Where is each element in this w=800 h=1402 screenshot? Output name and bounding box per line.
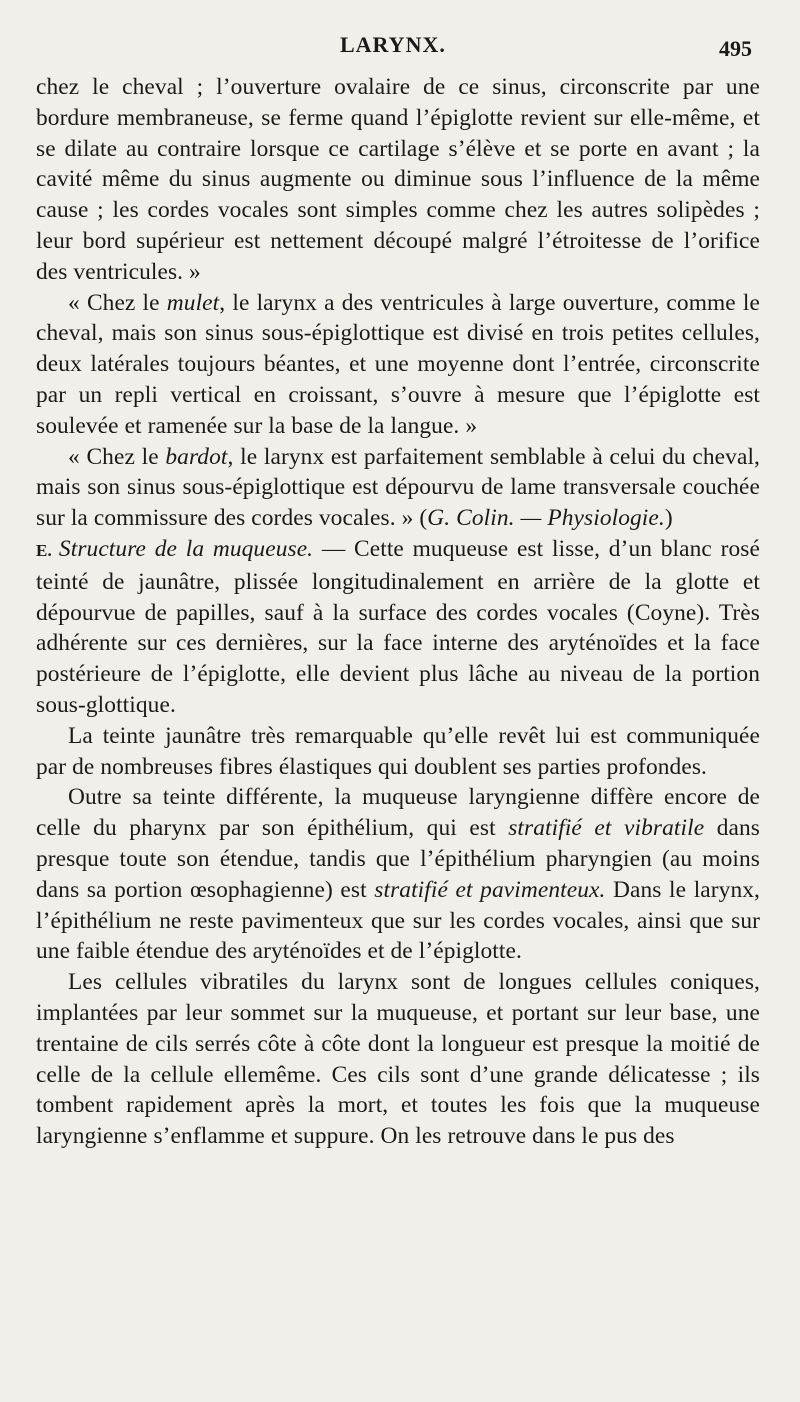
text-run: La teinte jaunâtre très remarquable qu’elle revêt lui est communiquée par de nombreuses fibres élastiques qui doublent ses parties profondes. <box>36 722 760 780</box>
text-run: Les cellules vibratiles du larynx sont de longues cellules coniques, implantées par leur sommet sur la muqueuse, et portant sur leur base, une trentaine de cils serrés côte à côte dont la longueur est presque la moitié de celle de la cellule ellemême. Ces cils sont d’une grande délicatesse ; ils tombent rapidement après la mort, et toutes les fois que la muqueuse laryngienne s’enflamme et suppure. On les retrouve dans le pus des <box>36 969 760 1150</box>
running-header <box>0 32 800 62</box>
paragraph <box>36 442 760 534</box>
paragraph <box>36 721 760 783</box>
text-run: « Chez le <box>68 289 167 316</box>
italic-run: mulet <box>166 289 220 316</box>
italic-run: stratifié et vibratile <box>508 815 705 842</box>
italic-run: bardot <box>165 443 228 470</box>
paragraph <box>36 782 760 967</box>
paragraph <box>36 72 760 288</box>
text-run: , le larynx est parfaitement semblable à celui du cheval, mais son sinus sous-épiglottique est dépourvu de lame transversale couchée sur la commissure des cordes vocales. » ( <box>36 443 760 532</box>
page-number: 495 <box>719 36 752 61</box>
text-run: Dans le larynx, l’épithélium ne reste pavimenteux que sur les cordes vocales, ainsi que sur une faible étendue des aryténoïdes et de l’épiglotte. <box>36 876 761 965</box>
body-text <box>36 72 760 1152</box>
italic-run: stratifié et pavimenteux. <box>374 876 606 903</box>
text-run: ) <box>664 505 673 532</box>
paragraph <box>36 534 760 721</box>
text-run: , le larynx a des ventricules à large ouverture, comme le cheval, mais son sinus sous-épiglottique est divisé en trois petites cellules, deux latérales toujours béantes, et une moyenne dont l’entrée, circonscrite par un repli vertical en croissant, s’ouvre à mesure que l’épiglotte est soulevée et ramenée sur la base de la langue. » <box>36 289 760 439</box>
text-run: chez le cheval ; l’ouverture ovalaire de ce sinus, circonscrite par une bordure membraneuse, se ferme quand l’épiglotte revient sur elle-même, et se dilate au contraire lorsque ce cartilage s’élève et se porte en avant ; la cavité même du sinus augmente ou diminue sous l’influence de la même cause ; les cordes vocales sont simples comme chez les autres solipèdes ; leur bord supérieur est nettement découpé malgré l’étroitesse de l’orifice des ventricules. » <box>36 74 760 285</box>
italic-run: G. Colin. — Physiologie. <box>427 505 665 532</box>
italic-run: Structure de la muqueuse. <box>58 535 314 562</box>
text-run: E. <box>36 540 59 560</box>
text-run: Outre sa teinte différente, la muqueuse laryngienne diffère encore de celle du pharynx par son épithélium, qui est <box>36 784 760 842</box>
paragraph <box>36 967 760 1152</box>
text-run: « Chez le <box>68 443 166 470</box>
page-title: LARYNX. <box>340 32 446 57</box>
paragraph <box>36 288 760 442</box>
text-run: dans presque toute son étendue, tandis que l’épithélium pharyngien (au moins dans sa portion œsophagienne) est <box>36 815 760 903</box>
text-run: — Cette muqueuse est lisse, d’un blanc rosé teinté de jaunâtre, plissée longitudinalement en arrière de la glotte et dépourvue de papilles, sauf à la surface des cordes vocales (Coyne). Très adhérente sur ces dernières, sur la face interne des aryténoïdes et la face postérieure de l’épiglotte, elle devient plus lâche au niveau de la portion sous-glottique. <box>36 535 760 718</box>
